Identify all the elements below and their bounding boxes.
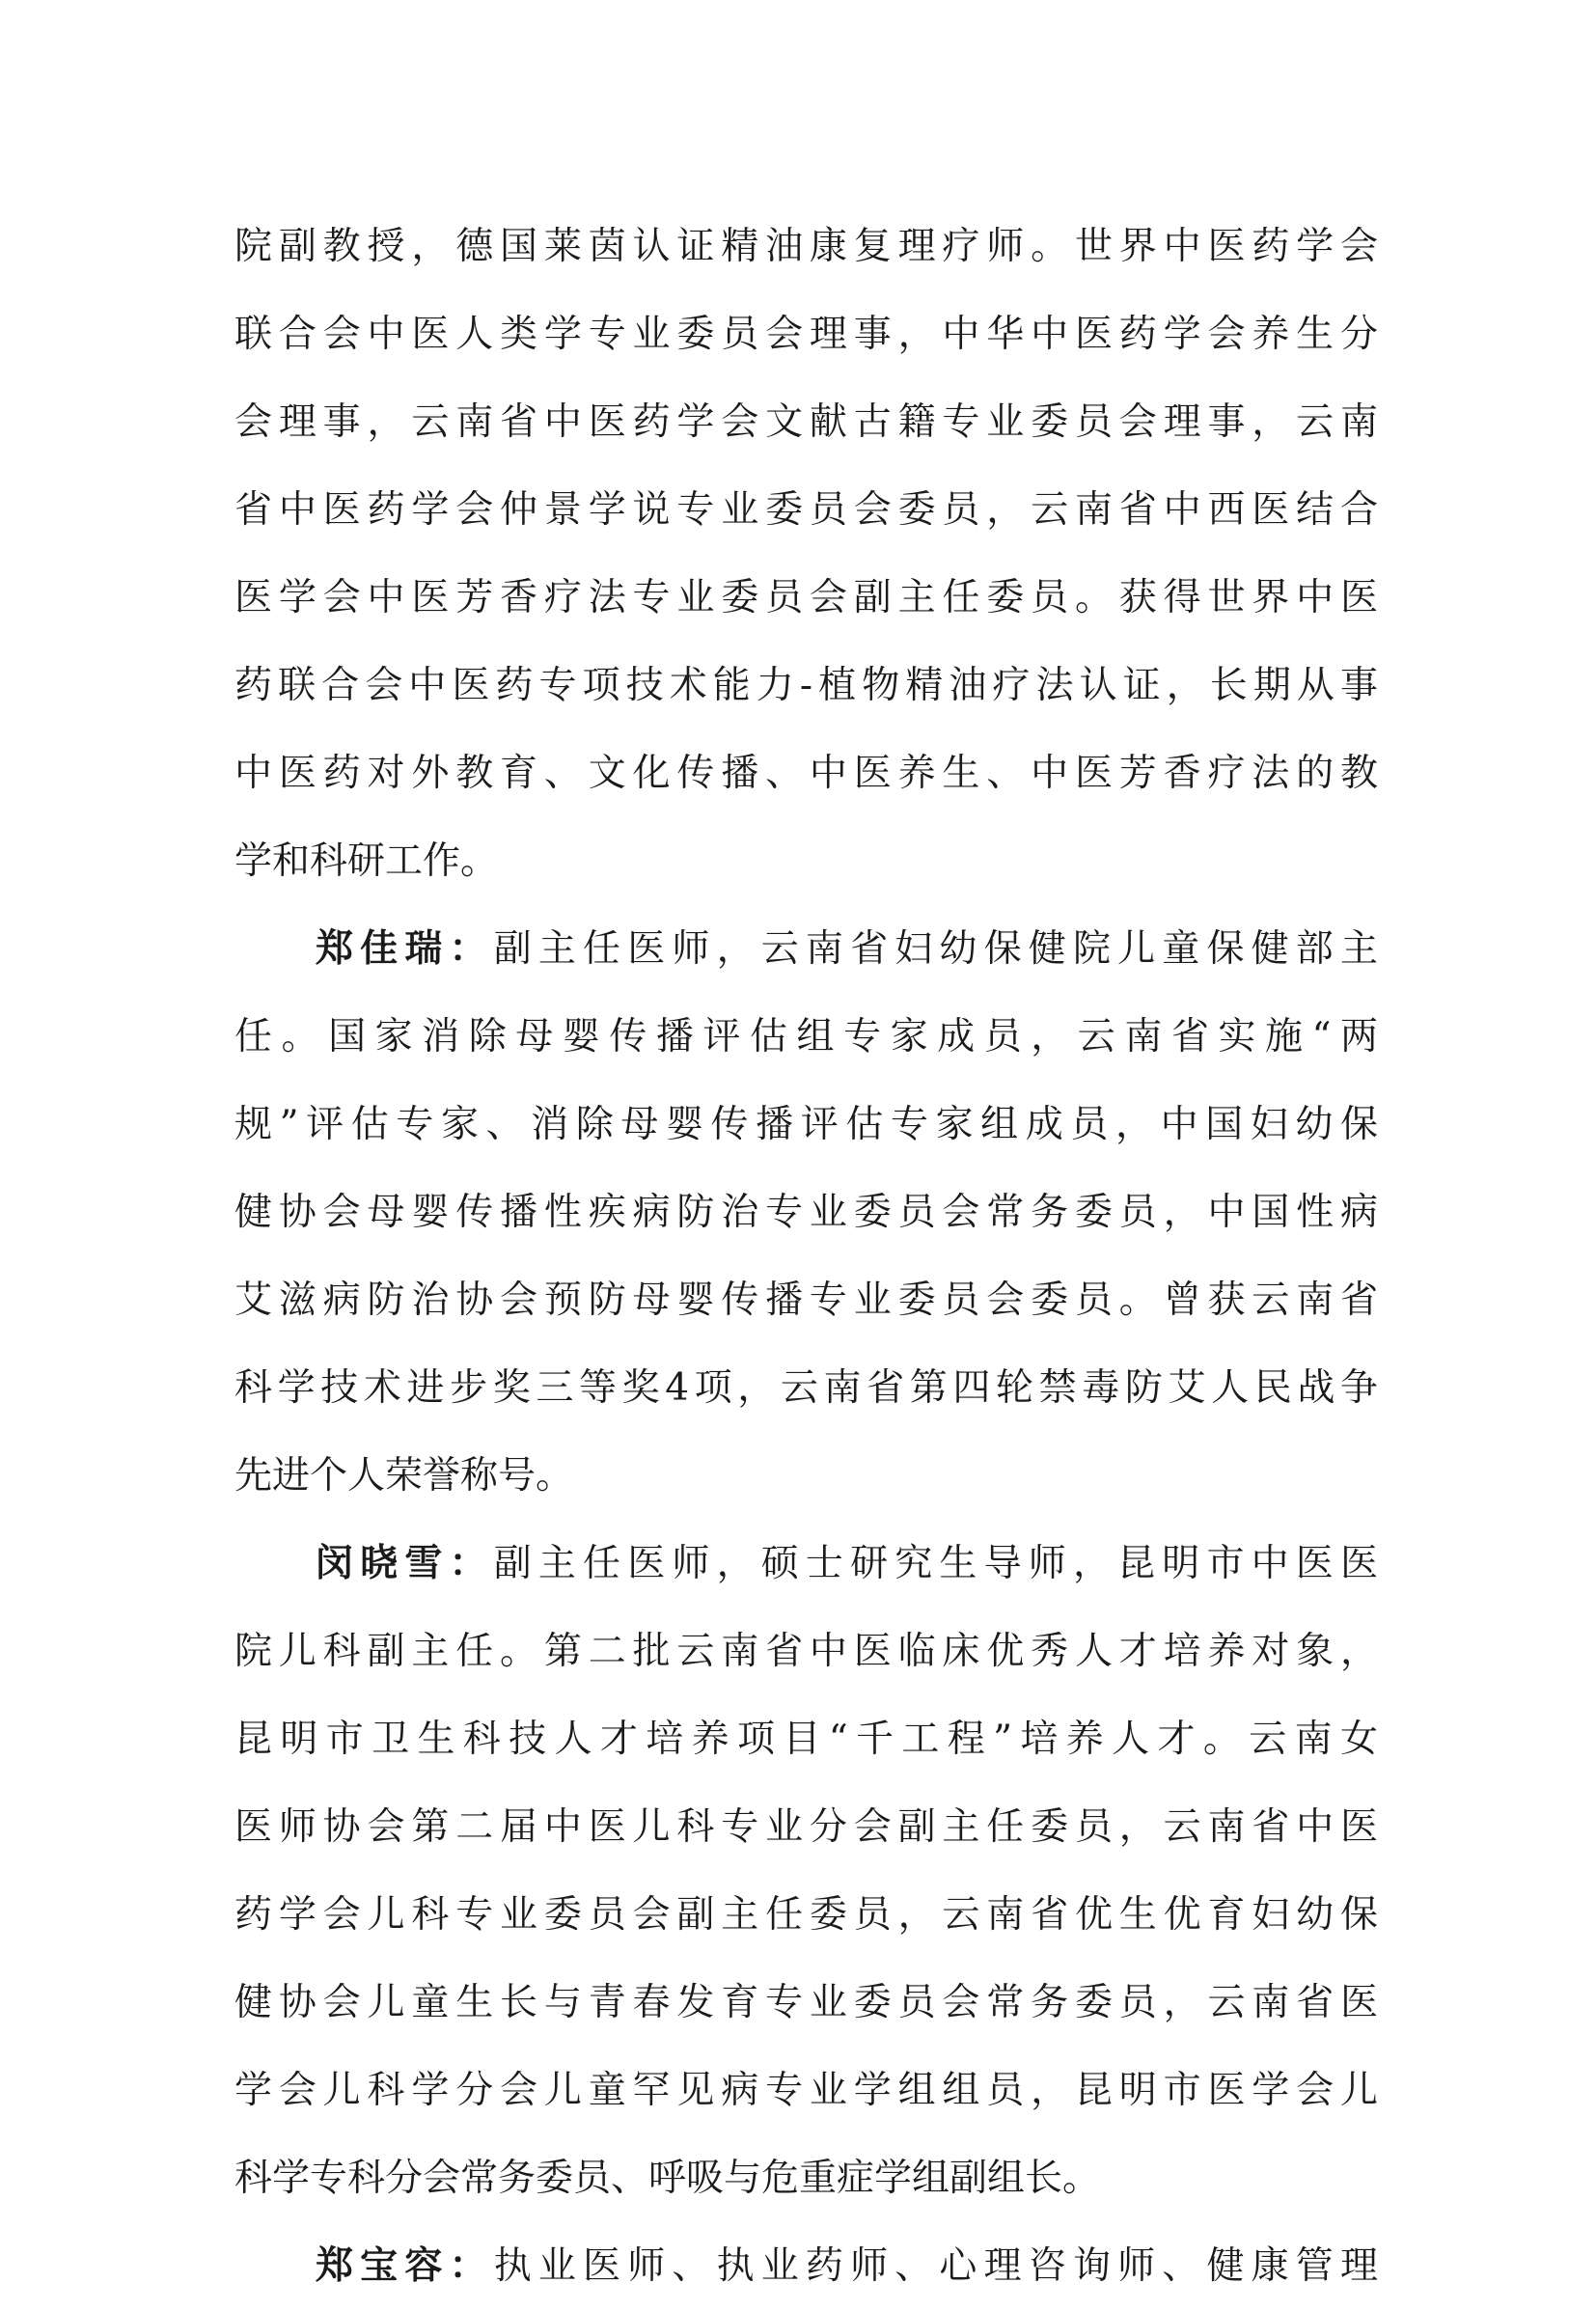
text-line: 会理事，云南省中医药学会文献古籍专业委员会理事，云南: [234, 400, 1378, 444]
text-line: 健协会母婴传播性疾病防治专业委员会常务委员，中国性病: [234, 1191, 1378, 1234]
text-line: 中医药对外教育、文化传播、中医养生、中医芳香疗法的教: [234, 752, 1378, 795]
text-line: 医学会中医芳香疗法专业委员会副主任委员。获得世界中医: [234, 576, 1378, 619]
text-line: 副主任医师，硕士研究生导师，昆明市中医医: [493, 1542, 1378, 1585]
text-line: 科学技术进步奖三等奖4项，云南省第四轮禁毒防艾人民战争: [234, 1366, 1378, 1410]
bio-first-line: [234, 1520, 1378, 1608]
text-line: 副主任医师，云南省妇幼保健院儿童保健部主: [493, 927, 1378, 971]
bio-first-line: [234, 905, 1378, 993]
text-line: 执业医师、执业药师、心理咨询师、健康管理: [493, 2244, 1378, 2288]
text-line: 省中医药学会仲景学说专业委员会委员，云南省中西医结合: [234, 488, 1378, 532]
text-line: 医师协会第二届中医儿科专业分会副主任委员，云南省中医: [234, 1805, 1378, 1849]
body-text: [234, 203, 1378, 2310]
text-line: 学和科研工作。: [234, 839, 499, 883]
text-line: 昆明市卫生科技人才培养项目“千工程”培养人才。云南女: [234, 1718, 1378, 1761]
bio-first-line: [234, 2222, 1378, 2310]
text-line: 药联合会中医药专项技术能力-植物精油疗法认证，长期从事: [234, 664, 1378, 707]
person-name: 郑佳瑞：: [316, 926, 494, 971]
text-line: 联合会中医人类学专业委员会理事，中华中医药学会养生分: [234, 313, 1378, 356]
text-line: 学会儿科学分会儿童罕见病专业学组组员，昆明市医学会儿: [234, 2069, 1378, 2112]
text-line: 艾滋病防治协会预防母婴传播专业委员会委员。曾获云南省: [234, 1279, 1378, 1322]
person-name: 郑宝容：: [316, 2243, 494, 2288]
text-line: 规”评估专家、消除母婴传播评估专家组成员，中国妇幼保: [234, 1103, 1378, 1146]
text-line: 院副教授，德国莱茵认证精油康复理疗师。世界中医药学会: [234, 225, 1378, 268]
text-line: 先进个人荣誉称号。: [234, 1454, 574, 1498]
text-line: 科学专科分会常务委员、呼吸与危重症学组副组长。: [234, 2157, 1101, 2200]
text-line: 药学会儿科专业委员会副主任委员，云南省优生优育妇幼保: [234, 1893, 1378, 1937]
text-line: 健协会儿童生长与青春发育专业委员会常务委员，云南省医: [234, 1981, 1378, 2024]
person-name: 闵晓雪：: [316, 1541, 494, 1585]
text-line: 任。国家消除母婴传播评估组专家成员，云南省实施“两: [234, 1015, 1378, 1059]
text-line: 院儿科副主任。第二批云南省中医临床优秀人才培养对象，: [234, 1630, 1378, 1673]
